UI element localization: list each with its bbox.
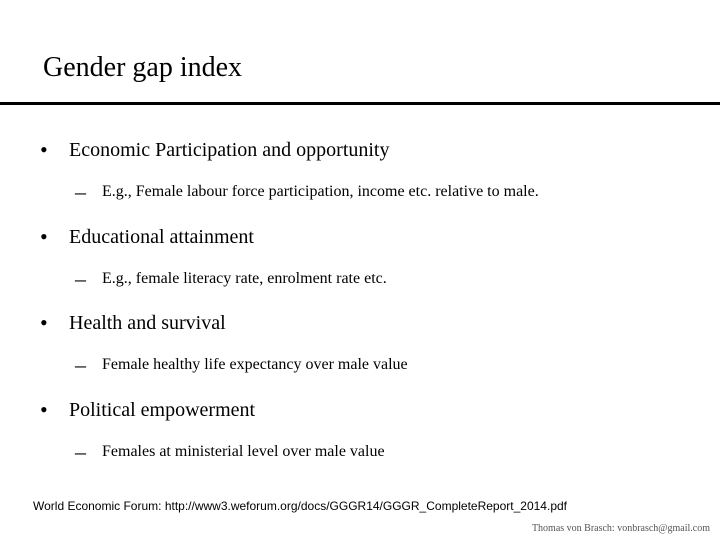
dash-icon: – bbox=[75, 439, 86, 464]
bullet-text: Political empowerment bbox=[69, 399, 256, 421]
footer-credit: Thomas von Brasch: vonbrasch@gmail.com bbox=[531, 523, 710, 534]
dash-icon: – bbox=[75, 179, 86, 204]
bullet-dot-icon: • bbox=[40, 224, 48, 249]
sub-item-text: E.g., female literacy rate, enrolment rate etc. bbox=[102, 270, 387, 287]
sub-item-text: Females at ministerial level over male value bbox=[102, 443, 385, 460]
sub-item-text: Female healthy life expectancy over male value bbox=[102, 356, 408, 373]
source-citation: World Economic Forum: http://www3.weforum.org/docs/GGGR14/GGGR_CompleteReport_2014.pdf bbox=[33, 499, 567, 513]
dash-icon: – bbox=[75, 266, 86, 291]
dash-icon: – bbox=[75, 352, 86, 377]
title-divider bbox=[0, 102, 720, 105]
bullet-text: Educational attainment bbox=[69, 226, 254, 248]
bullet-text: Health and survival bbox=[69, 312, 226, 334]
bullet-dot-icon: • bbox=[40, 397, 48, 422]
bullet-dot-icon: • bbox=[40, 137, 48, 162]
bullet-text: Economic Participation and opportunity bbox=[69, 139, 390, 161]
slide-title: Gender gap index bbox=[43, 52, 243, 83]
bullet-dot-icon: • bbox=[40, 310, 48, 335]
sub-item-text: E.g., Female labour force participation, income etc. relative to male. bbox=[102, 183, 539, 200]
